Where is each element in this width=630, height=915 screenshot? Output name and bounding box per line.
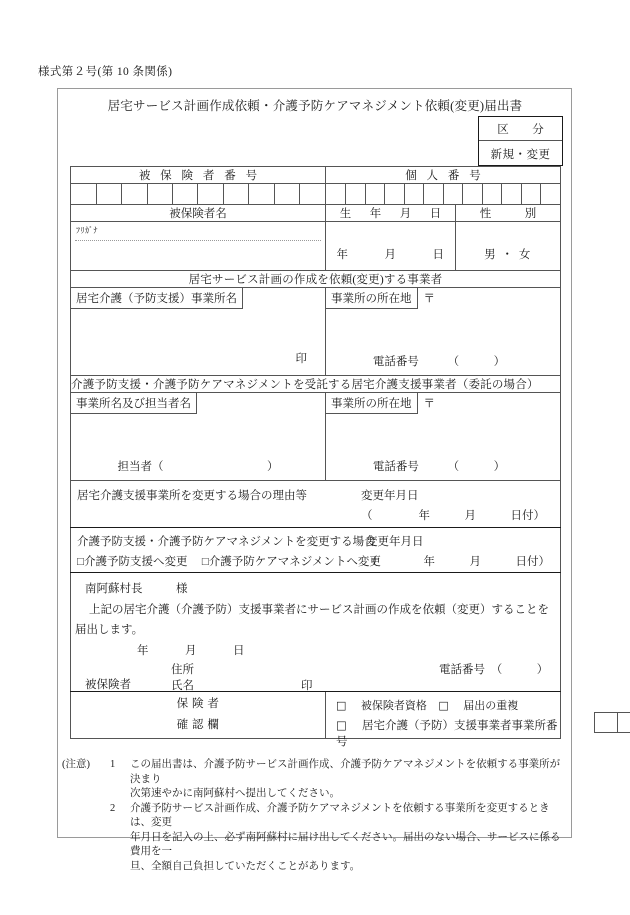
insurer-check-left-cell	[71, 692, 326, 739]
number-cell[interactable]	[463, 184, 483, 204]
consign-office-name-field[interactable]	[71, 414, 326, 481]
consign-entry-row	[71, 414, 561, 481]
insurer-check-left-labels	[71, 692, 325, 738]
number-cell[interactable]	[223, 184, 248, 204]
sex-field[interactable]	[456, 222, 561, 271]
number-cell[interactable]	[502, 184, 522, 204]
birth-date-value: 年 月 日	[336, 249, 445, 261]
insured-name-label: 被保険者名	[71, 205, 326, 222]
number-cell[interactable]	[424, 184, 444, 204]
furigana-underline	[75, 240, 321, 241]
zip-symbol: 〒	[423, 293, 435, 305]
number-cell[interactable]	[521, 184, 541, 204]
checkbox-preventive-support[interactable]: □介護予防支援へ変更	[77, 556, 188, 568]
consign-address-block[interactable]	[326, 414, 560, 480]
declaration-line1: 上記の居宅介護（介護予防）支援事業者にサービス計画の作成を依頼（変更）することを	[89, 604, 549, 616]
change-cell[interactable]	[71, 528, 561, 573]
birth-date-label: 生 年 月 日	[326, 205, 456, 222]
provider-address-field[interactable]	[326, 309, 561, 376]
checkbox-duplicate[interactable]: □ 届出の重複	[438, 699, 519, 712]
number-cell[interactable]	[300, 184, 325, 204]
reason-row	[71, 481, 561, 528]
notes-tag-spacer	[62, 802, 106, 875]
person-header-row	[71, 205, 561, 222]
provider-tel-label[interactable]: 電話番号 （ ）	[372, 356, 506, 368]
declaration-row	[71, 573, 561, 692]
note-line: 次第速やかに南阿蘇村へ提出してください。	[130, 788, 340, 799]
number-cell[interactable]	[198, 184, 223, 204]
number-cell[interactable]	[346, 184, 366, 204]
individual-number-grid-cell[interactable]	[326, 184, 561, 205]
note-item	[62, 802, 567, 875]
provider-office-block[interactable]	[71, 309, 325, 375]
mayor-honorific: 様	[176, 583, 188, 595]
provider-stamp-label: 印	[295, 353, 307, 365]
consign-office-label-cell	[71, 393, 326, 415]
change-row	[71, 528, 561, 573]
page-title: 居宅サービス計画作成依頼・介護予防ケアマネジメント依頼(変更)届出書	[107, 99, 523, 113]
office-number-grid[interactable]	[594, 712, 630, 733]
number-cell[interactable]	[326, 184, 346, 204]
number-cell[interactable]	[122, 184, 147, 204]
provider-office-name-field[interactable]	[71, 309, 326, 376]
number-grid-row	[71, 184, 561, 205]
note-body	[130, 802, 567, 875]
consign-address-field[interactable]	[326, 414, 561, 481]
insured-number-grid-cell[interactable]	[71, 184, 326, 205]
declaration-cell	[71, 573, 561, 692]
change-checkboxes[interactable]	[77, 553, 381, 569]
provider-heading: 居宅サービス計画の作成を依頼(変更)する事業者	[71, 271, 561, 288]
provider-label-row	[71, 288, 561, 310]
notes-tag: (注意)	[62, 759, 90, 770]
kubun-box	[478, 116, 563, 166]
consign-office-block[interactable]	[71, 414, 325, 480]
note-number: 2	[110, 802, 116, 814]
furigana-label: ﾌﾘｶﾞﾅ	[76, 226, 98, 235]
form-number: 様式第２号(第 10 条関係)	[38, 66, 173, 78]
number-cell[interactable]	[71, 184, 96, 204]
number-cell[interactable]	[274, 184, 299, 204]
reason-change-date-label: 変更年月日	[361, 490, 419, 502]
consign-office-name-label: 事業所名及び担当者名	[70, 392, 197, 414]
number-cell[interactable]	[365, 184, 385, 204]
consign-address-label-cell	[326, 393, 561, 415]
insurer-check-row	[71, 692, 561, 739]
number-header-row	[71, 167, 561, 184]
provider-address-label: 事業所の所在地	[325, 287, 418, 309]
note-item	[62, 758, 567, 802]
change-date-label: 変更年月日	[366, 536, 424, 548]
provider-heading-row	[71, 271, 561, 288]
consign-heading: 介護予防支援・介護予防ケアマネジメントを受託する居宅介護支援事業者（委託の場合）	[71, 376, 561, 393]
insurer-check-right-cell[interactable]	[326, 692, 561, 748]
insured-number-label: 被 保 険 者 番 号	[71, 167, 326, 184]
kubun-value[interactable]: 新規・変更	[490, 148, 551, 161]
number-cell[interactable]	[173, 184, 198, 204]
kubun-header: 区 分	[479, 117, 562, 141]
number-cell[interactable]	[541, 184, 561, 204]
number-cell[interactable]	[385, 184, 405, 204]
consign-label-row	[71, 393, 561, 415]
provider-address-block[interactable]	[326, 309, 560, 375]
mayor-label: 南阿蘇村長	[85, 583, 143, 595]
note-line: 年月日を記入の上、必ず南阿蘇村に届け出してください。届出のない場合、サービスに係る費用を一	[130, 831, 561, 857]
note-body	[130, 758, 567, 802]
reason-change-date-value[interactable]: （ 年 月 日付）	[361, 510, 545, 522]
main-form-table	[70, 166, 561, 748]
provider-office-name-label: 居宅介護（予防支援）事業所名	[70, 287, 243, 309]
sex-value[interactable]: 男 ・ 女	[484, 249, 532, 261]
number-cell[interactable]	[249, 184, 274, 204]
note-number: 1	[110, 759, 116, 770]
note-line: 介護予防サービス計画作成、介護予防ケアマネジメントを依頼する事業所を変更するときは、変更	[130, 802, 550, 828]
insurer-check-items[interactable]	[326, 692, 560, 748]
insured-name-field[interactable]	[71, 222, 326, 271]
reason-cell[interactable]	[71, 481, 561, 528]
declaration-tel-label[interactable]: 電話番号 （ ）	[439, 664, 549, 676]
declaration-insured-label: 被保険者	[85, 679, 131, 691]
checkbox-office-number[interactable]: □ 居宅介護（予防）支援事業者事業所番号	[336, 718, 558, 748]
checkbox-qualification[interactable]: □ 被保険者資格	[336, 699, 427, 712]
office-number-cell[interactable]	[595, 713, 618, 732]
change-line1: 介護予防支援・介護予防ケアマネジメントを変更する場合	[77, 536, 376, 548]
change-date-value[interactable]: （ 年 月 日付）	[366, 556, 550, 568]
note-line: 旦、全額自己負担していただくことがあります。	[130, 860, 361, 872]
individual-number-label: 個 人 番 号	[326, 167, 561, 184]
notes-section	[62, 758, 567, 874]
birth-date-field[interactable]	[326, 222, 456, 271]
number-cell[interactable]	[443, 184, 463, 204]
declaration-stamp-label: 印	[301, 680, 313, 692]
individual-number-grid[interactable]	[326, 184, 560, 204]
declaration-address-label: 住所	[171, 664, 194, 676]
declaration-name-label: 氏名	[171, 680, 194, 692]
declaration-line2: 届出します。	[75, 624, 144, 636]
insurer-check-line1[interactable]	[336, 697, 518, 713]
consign-address-label: 事業所の所在地	[325, 392, 418, 414]
note-line: この届出書は、介護予防サービス計画作成、介護予防ケアマネジメントを依頼する事業所が決まり	[130, 759, 561, 785]
number-cell[interactable]	[96, 184, 121, 204]
consign-staff-label[interactable]: 担当者（ ）	[117, 461, 279, 473]
number-cell[interactable]	[482, 184, 502, 204]
provider-address-label-cell	[326, 288, 561, 310]
provider-entry-row	[71, 309, 561, 376]
checkbox-care-management[interactable]: □介護予防ケアマネジメントへ変更	[201, 556, 381, 568]
declaration-date[interactable]: 年 月 日	[137, 645, 245, 657]
reason-label: 居宅介護支援事業所を変更する場合の理由等	[77, 490, 307, 502]
sex-label: 性 別	[456, 205, 561, 222]
insurer-label-line2: 確 認 欄	[176, 719, 220, 731]
person-value-row	[71, 222, 561, 271]
consign-heading-row	[71, 376, 561, 393]
number-cell[interactable]	[147, 184, 172, 204]
consign-zip-symbol: 〒	[423, 398, 435, 410]
provider-office-label-cell	[71, 288, 326, 310]
office-number-cell[interactable]	[618, 713, 630, 732]
consign-tel-label[interactable]: 電話番号 （ ）	[372, 461, 506, 473]
insurer-label-line1: 保 険 者	[176, 698, 220, 710]
insured-number-grid[interactable]	[71, 184, 325, 204]
number-cell[interactable]	[404, 184, 424, 204]
